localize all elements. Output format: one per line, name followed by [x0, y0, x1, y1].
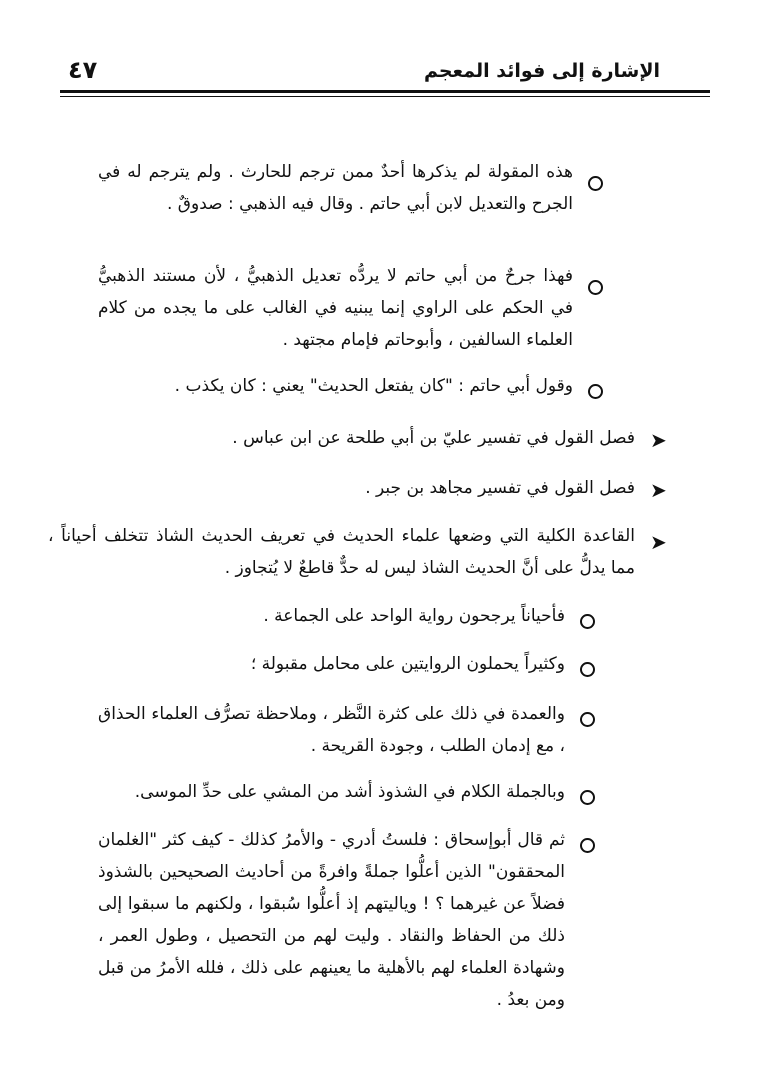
list-item [150, 422, 635, 454]
arrowhead-bullet-icon: ➤ [650, 530, 667, 554]
item-text: القاعدة الكلية التي وضعها علماء الحديث في تعريف الحديث الشاذ تتخلف أحياناً ، مما يدلُّ على أنَّ الحديث الشاذ ليس له حدٌّ قاطعٌ لا يُتجاوز . [48, 526, 635, 578]
list-item [98, 156, 573, 220]
list-item [98, 824, 565, 1016]
list-item [98, 698, 565, 762]
page-number: ٤٧ [68, 56, 98, 84]
circle-bullet-icon [580, 614, 595, 629]
item-text: هذه المقولة لم يذكرها أحدٌ ممن ترجم للحارث . ولم يترجم له في الجرح والتعديل لابن أبي حاتم . وقال فيه الذهبي : صدوقٌ . [98, 162, 573, 214]
book-title: الإشارة إلى فوائد المعجم [423, 60, 660, 82]
circle-bullet-icon [580, 790, 595, 805]
item-text: ثم قال أبوإسحاق : فلستُ أدري - والأمرُ كذلك - كيف كثر "الغلمان المحققون" الذين أعلُّوا جملةً وافرةً من أحاديث الصحيحين بالشذوذ فضلاً عن غيرهما ؟ ! وياليتهم إذ أعلُّوا سُبقوا ، ولكنهم ما سبقوا إلى ذلك من الحفاظ والنقاد . وليت لهم من التحصيل ، وطول العمر ، وشهادة العلماء لهم بالأهلية ما يعينهم على ذلك ، فلله الأمرُ من قبل ومن بعدُ . [98, 830, 565, 1010]
circle-bullet-icon [580, 712, 595, 727]
list-item [48, 520, 635, 584]
arrowhead-bullet-icon: ➤ [650, 428, 667, 452]
list-item [98, 600, 565, 632]
item-text: فصل القول في تفسير مجاهد بن جبر . [365, 478, 635, 498]
item-text: وبالجملة الكلام في الشذوذ أشد من المشي على حدِّ الموسى. [134, 782, 565, 802]
circle-bullet-icon [588, 280, 603, 295]
list-item [98, 776, 565, 808]
circle-bullet-icon [580, 838, 595, 853]
item-text: والعمدة في ذلك على كثرة النَّظر ، وملاحظة تصرُّف العلماء الحذاق ، مع إدمان الطلب ، وجودة القريحة . [98, 704, 565, 756]
item-text: فأحياناً يرجحون رواية الواحد على الجماعة . [263, 606, 565, 626]
arrowhead-bullet-icon: ➤ [650, 478, 667, 502]
circle-bullet-icon [580, 662, 595, 677]
list-item [98, 370, 573, 402]
item-text: فصل القول في تفسير عليّ بن أبي طلحة عن ابن عباس . [232, 428, 635, 448]
item-text: فهذا جرحٌ من أبي حاتم لا يردُّه تعديل الذهبيُّ ، لأن مستند الذهبيُّ في الحكم على الراوي إنما يبنيه في الغالب على ما يجده من كلام العلماء السالفين ، وأبوحاتم فإمام مجتهد . [98, 266, 573, 350]
circle-bullet-icon [588, 384, 603, 399]
item-text: وكثيراً يحملون الروايتين على محامل مقبولة ؛ [250, 654, 565, 674]
item-text: وقول أبي حاتم : "كان يفتعل الحديث" يعني : كان يكذب . [174, 376, 573, 396]
list-item [98, 260, 573, 356]
list-item [98, 648, 565, 680]
circle-bullet-icon [588, 176, 603, 191]
list-item [150, 472, 635, 504]
